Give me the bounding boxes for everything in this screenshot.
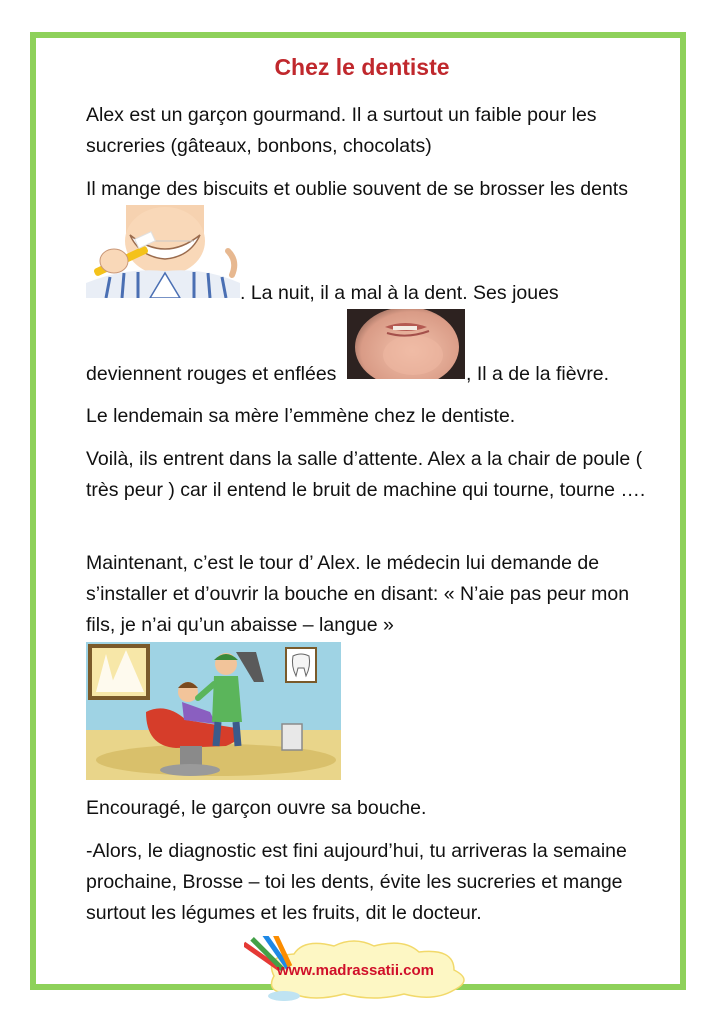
- swollen-cheek-photo: [347, 309, 465, 379]
- paragraph-8: -Alors, le diagnostic est fini aujourd’hui, tu arriveras la semaine prochaine, Brosse – toi les dents, évite les sucreries et mange surtout les légumes et les fruits, dit le docteur.: [86, 840, 627, 924]
- paragraph-5: Voilà, ils entrent dans la salle d’attente. Alex a la chair de poule ( très peur ) car il entend le bruit de machine qui tourne, tourne ….: [86, 448, 646, 501]
- paragraph-1: Alex est un garçon gourmand. Il a surtout un faible pour les sucreries (gâteaux, bonbons, chocolats): [86, 104, 597, 157]
- paragraph-6: Maintenant, c’est le tour d’ Alex. le médecin lui demande de s’installer et d’ouvrir la bouche en disant: « N’aie pas peur mon fils, je n’ai qu’un abaisse – langue »: [86, 552, 630, 636]
- boy-brushing-teeth-illustration: [86, 205, 240, 298]
- paragraph-2-continued: . La nuit, il a mal à la dent. Ses joues: [240, 282, 559, 304]
- page-title: Chez le dentiste: [274, 54, 450, 80]
- website-link[interactable]: www.madrassatii.com: [277, 962, 435, 979]
- paragraph-7: Encouragé, le garçon ouvre sa bouche.: [86, 797, 427, 819]
- paragraph-3-part-1: deviennent rouges et enflées: [86, 363, 337, 385]
- paragraph-4: Le lendemain sa mère l’emmène chez le dentiste.: [86, 405, 516, 427]
- dentist-office-illustration: [86, 642, 341, 780]
- paragraph-3-part-2: , Il a de la fièvre.: [466, 363, 610, 385]
- paragraph-2: Il mange des biscuits et oublie souvent de se brosser les dents: [86, 178, 628, 200]
